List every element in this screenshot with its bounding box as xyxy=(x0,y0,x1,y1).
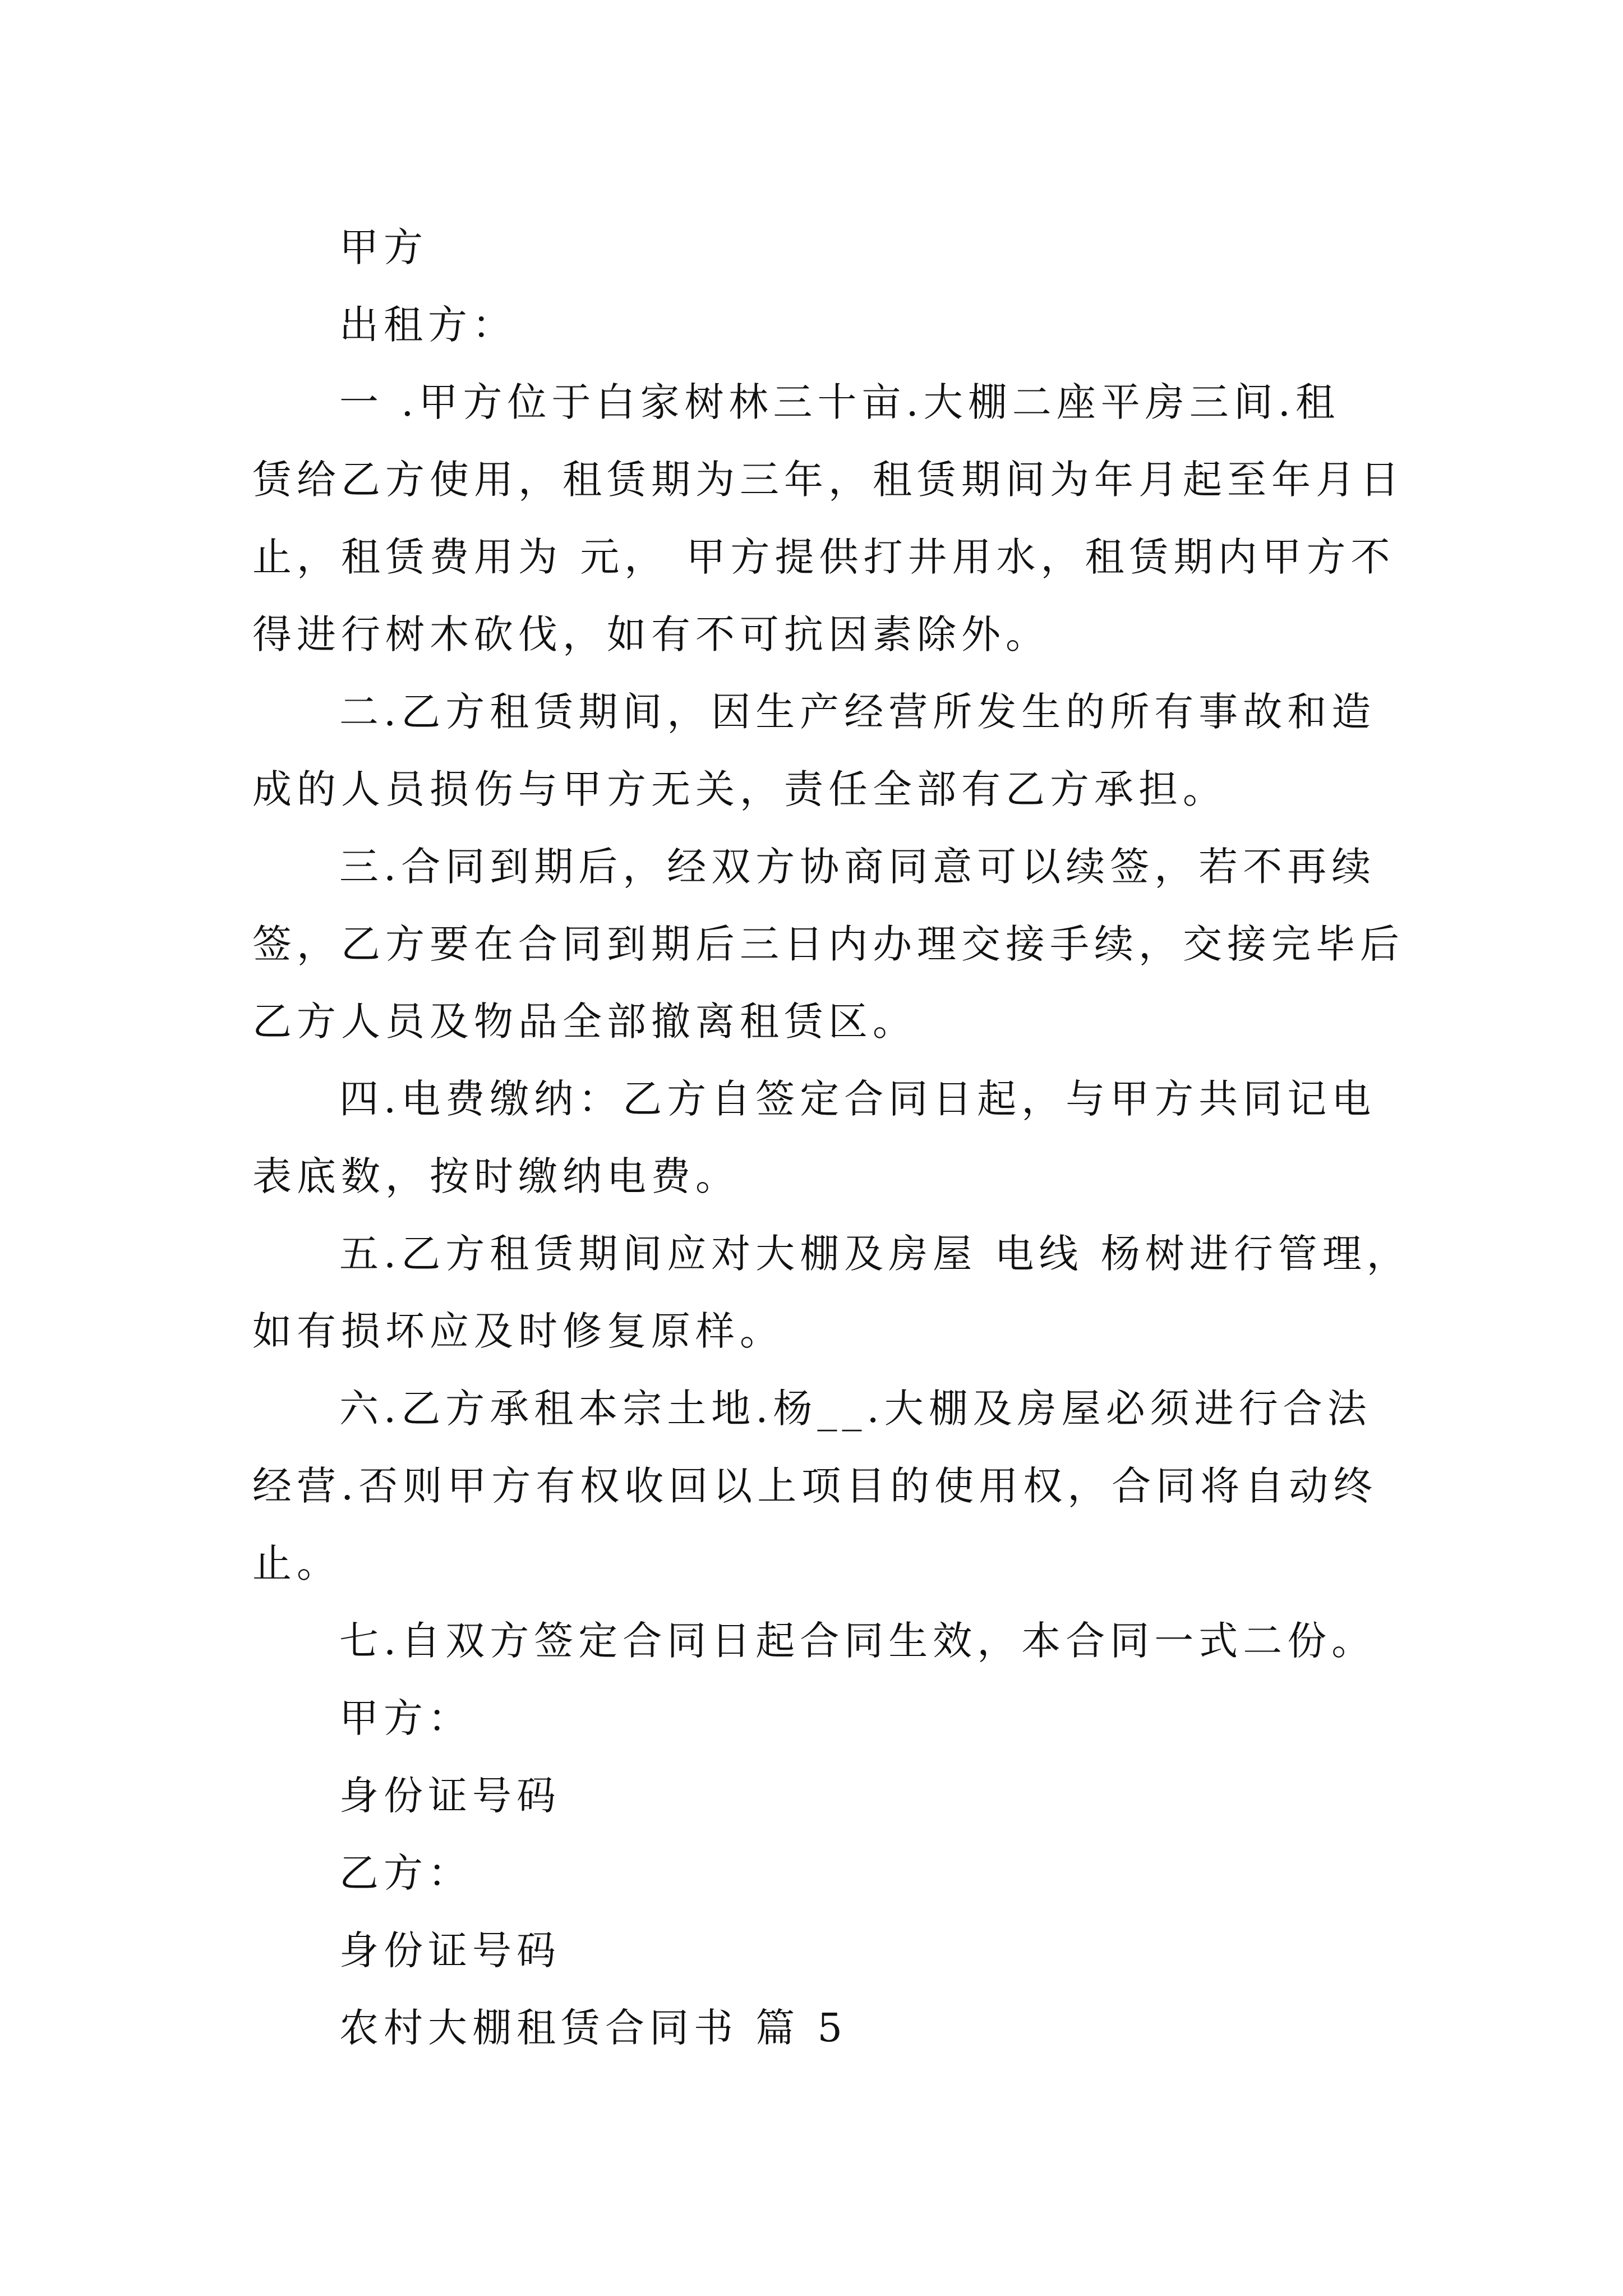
party-a-heading: 甲方 xyxy=(339,224,428,270)
clause-5-line-2: 如有损坏应及时修复原样。 xyxy=(252,1308,784,1354)
next-section-title: 农村大棚租赁合同书 篇 5 xyxy=(339,2005,848,2051)
clause-6-line-2: 经营.否则甲方有权收回以上项目的使用权，合同将自动终 xyxy=(252,1463,1378,1509)
clause-3-line-2: 签，乙方要在合同到期后三日内办理交接手续，交接完毕后 xyxy=(252,921,1404,967)
clause-1-line-2: 赁给乙方使用，租赁期为三年，租赁期间为年月起至年月日 xyxy=(252,457,1404,503)
clause-2-line-2: 成的人员损伤与甲方无关，责任全部有乙方承担。 xyxy=(252,766,1227,812)
clause-7-line-1: 七.自双方签定合同日起合同生效，本合同一式二份。 xyxy=(339,1618,1376,1664)
party-b-id-label: 身份证号码 xyxy=(339,1927,561,1973)
clause-1-line-3: 止，租赁费用为 元， 甲方提供打井用水，租赁期内甲方不 xyxy=(252,534,1395,580)
lessor-label: 出租方： xyxy=(339,302,517,348)
clause-5-line-1: 五.乙方租赁期间应对大棚及房屋 电线 杨树进行管理， xyxy=(339,1231,1411,1277)
clause-3-line-1: 三.合同到期后，经双方协商同意可以续签，若不再续 xyxy=(339,844,1376,890)
document-body xyxy=(252,209,1411,2067)
clause-4-line-2: 表底数，按时缴纳电费。 xyxy=(252,1153,740,1199)
clause-6-line-3: 止。 xyxy=(252,1540,341,1586)
clause-1-line-1: 一 .甲方位于白家树林三十亩.大棚二座平房三间.租 xyxy=(339,379,1340,425)
clause-1-line-4: 得进行树木砍伐，如有不可抗因素除外。 xyxy=(252,611,1050,657)
party-b-signature-label: 乙方： xyxy=(339,1850,472,1896)
clause-6-line-1: 六.乙方承租本宗土地.杨__.大棚及房屋必须进行合法 xyxy=(339,1386,1372,1432)
clause-4-line-1: 四.电费缴纳：乙方自签定合同日起，与甲方共同记电 xyxy=(339,1076,1376,1122)
clause-3-line-3: 乙方人员及物品全部撤离租赁区。 xyxy=(252,999,917,1045)
party-a-id-label: 身份证号码 xyxy=(339,1773,561,1819)
clause-2-line-1: 二.乙方租赁期间，因生产经营所发生的所有事故和造 xyxy=(339,689,1376,735)
party-a-signature-label: 甲方： xyxy=(339,1695,472,1741)
